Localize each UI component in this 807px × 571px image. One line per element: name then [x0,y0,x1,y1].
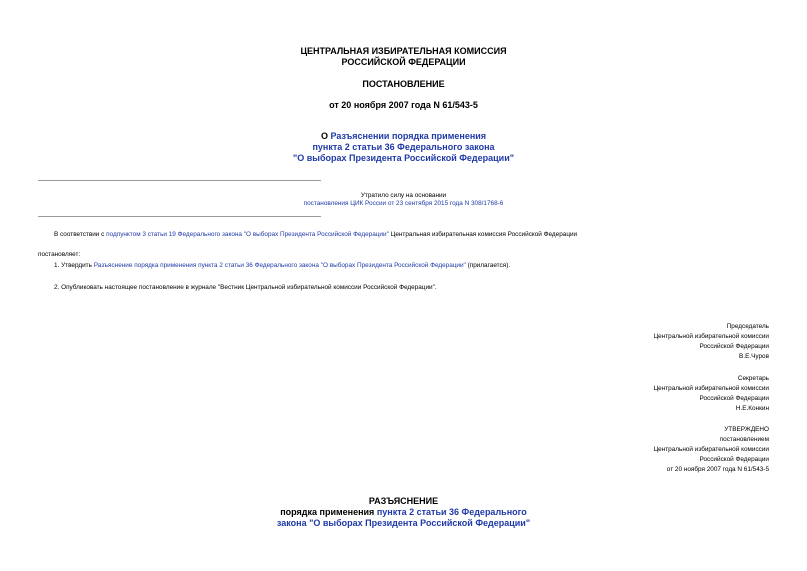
org-line-1: ЦЕНТРАЛЬНАЯ ИЗБИРАТЕЛЬНАЯ КОМИССИЯ [300,46,507,56]
chair-org-1: Центральной избирательной комиссии [653,333,769,340]
approved-block [653,425,769,475]
secretary-title: Секретарь [737,375,769,382]
doc-title [0,131,807,164]
approved-line-3: Российской Федерации [699,456,769,463]
explanation-link-2[interactable]: закона "О выборах Президента Российской Федерации" [276,518,531,528]
secretary-org-1: Центральной избирательной комиссии [653,385,769,392]
title-line-1 [0,131,807,142]
divider-bottom [38,216,321,217]
divider-top [38,180,321,181]
doc-type: ПОСТАНОВЛЕНИЕ [362,79,445,89]
intro-prefix: В соответствии с [54,231,107,238]
secretary-org-2: Российской Федерации [699,395,769,402]
chair-title: Председатель [726,323,769,330]
intro-link[interactable]: подпунктом 3 статьи 19 Федерального закона "О выборах Президента Российской Федерации" [106,231,389,238]
repeal-notice [0,192,807,208]
approved-line-4: от 20 ноября 2007 года N 61/543-5 [666,466,769,473]
explanation-heading: РАЗЪЯСНЕНИЕ [368,496,439,506]
title-link-2[interactable]: пункта 2 статьи 36 Федерального закона [312,142,495,152]
intro-suffix: Центральная избирательная комиссия Российской Федерации [388,231,578,238]
secretary-signature [653,374,769,414]
item-1-link[interactable]: Разъяснение порядка применения пункта 2 статьи 36 Федерального закона "О выборах Президента Российской Федерации" [93,262,466,269]
repeal-notice-text: Утратило силу на основании [360,192,447,199]
title-link-1[interactable]: Разъяснении порядка применения [330,131,487,141]
title-prefix: О [320,131,331,141]
org-name [0,46,807,68]
explanation-title [0,496,807,529]
explanation-link-1[interactable]: пункта 2 статьи 36 Федерального [376,507,527,517]
approved-line-1: постановлением [719,436,769,443]
approved-line-2: Центральной избирательной комиссии [653,446,769,453]
chair-org-2: Российской Федерации [699,343,769,350]
item-1-prefix: 1. Утвердить [54,262,94,269]
item-1-suffix: (прилагается). [465,262,511,269]
doc-date: от 20 ноября 2007 года N 61/543-5 [329,100,478,110]
item-1 [54,262,510,270]
repeal-notice-link[interactable]: постановления ЦИК России от 23 сентября 2015 года N 308/1768-6 [303,200,504,207]
item-2: 2. Опубликовать настоящее постановление в журнале "Вестник Центральной избирательной комиссии Российской Федерации". [54,284,437,291]
title-link-3[interactable]: "О выборах Президента Российской Федерации" [292,153,515,163]
org-line-2: РОССИЙСКОЙ ФЕДЕРАЦИИ [341,57,466,67]
chair-signature [653,322,769,362]
chair-name: В.Е.Чуров [739,353,769,360]
explanation-sub-prefix: порядка применения [280,507,377,517]
approved-label: УТВЕРЖДЕНО [724,426,769,433]
secretary-name: Н.Е.Конкин [735,405,769,412]
explanation-sub-1 [0,507,807,518]
decides-label: постановляет: [38,251,81,258]
intro-paragraph [54,231,577,239]
